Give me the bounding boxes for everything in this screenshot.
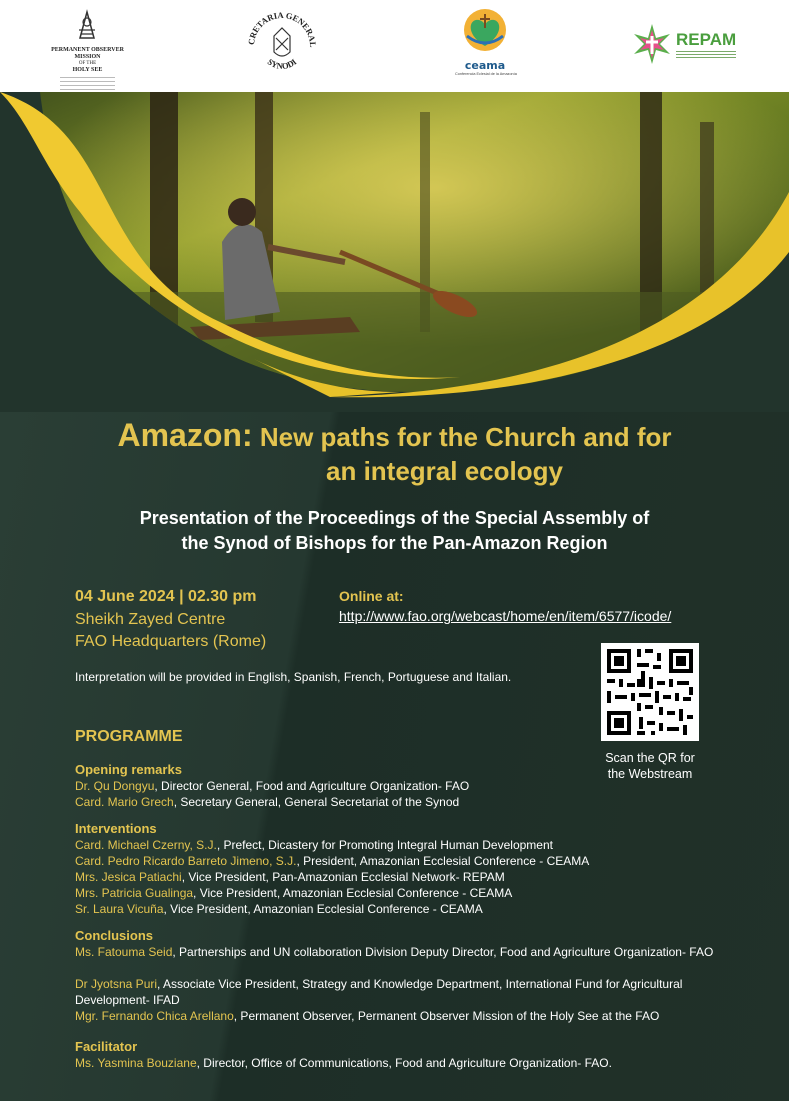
programme-item: Mgr. Fernando Chica Arellano, Permanent Observer, Permanent Observer Mission of the Holy See at the FAO [75,1009,660,1023]
programme-item: Ms. Fatouma Seid, Partnerships and UN collaboration Division Deputy Director, Food and Agriculture Organization- FAO [75,945,714,959]
repam-small-print [676,51,736,59]
subtitle-line1: Presentation of the Proceedings of the Special Assembly of [139,508,650,528]
qr-caption-line1: Scan the QR for [605,751,695,765]
papal-coat-of-arms-icon [45,8,130,42]
repam-star-icon [630,22,674,66]
programme-item: Mrs. Jesica Patiachi, Vice President, Pan-Amazonian Ecclesial Network- REPAM [75,870,505,884]
event-title [0,417,789,455]
repam-logo [630,22,740,68]
venue-line1: Sheikh Zayed Centre [75,611,226,628]
programme-item: Ms. Yasmina Bouziane, Director, Office of Communications, Food and Agriculture Organization- FAO. [75,1056,612,1070]
section-title-conclusions: Conclusions [75,928,154,943]
amazon-canoe-photo [0,92,789,412]
event-datetime: 04 June 2024 | 02.30 pm [75,588,257,605]
title-highlight: Amazon: [117,417,253,453]
venue-line2: FAO Headquarters (Rome) [75,633,267,650]
synod-bottom-text: SYNODI [265,56,299,72]
section-title-facilitator: Facilitator [75,1039,138,1054]
holy-see-small-print [60,77,115,91]
holy-see-line3: HOLY SEE [72,67,103,74]
programme-item: Card. Michael Czerny, S.J., Prefect, Dicastery for Promoting Integral Human Development [75,838,553,852]
holy-see-line1: PERMANENT OBSERVER MISSION [51,47,124,61]
programme-item: Dr Jyotsna Puri, Associate Vice President, Strategy and Knowledge Department, International Fund for Agricultural Development- IFAD [75,977,683,1007]
keys-emblem-icon [274,28,290,56]
holy-see-line2: OF THE [78,61,97,67]
holy-see-logo [45,8,130,86]
programme-item: Card. Pedro Ricardo Barreto Jimeno, S.J., President, Amazonian Ecclesial Conference - CEAMA [75,854,590,868]
ceama-tagline: Conferencia Eclesial de la Amazonía [455,72,517,76]
event-title-line2: an integral ecology [326,456,563,486]
programme-item: Sr. Laura Vicuña, Vice President, Amazonian Ecclesial Conference - CEAMA [75,902,483,916]
ceama-heart-icon [455,6,515,54]
ceama-name: ceama [464,59,506,72]
synod-logo [244,6,320,82]
synod-top-text: CRETARIA GENERAL [245,9,319,48]
programme-title: PROGRAMME [75,728,183,745]
section-title-interventions: Interventions [75,821,157,836]
online-label: Online at: [339,588,404,604]
logo-header [0,0,789,92]
programme-item: Card. Mario Grech, Secretary General, General Secretariat of the Synod [75,795,460,809]
webstream-qr-code[interactable] [601,643,699,741]
svg-text:SECRETARIA GENERALIS [244,6,318,48]
ceama-logo [455,6,515,86]
section-title-opening: Opening remarks [75,762,182,777]
webcast-link[interactable]: http://www.fao.org/webcast/home/en/item/6577/icode/ [339,608,672,624]
programme-item: Dr. Qu Dongyu, Director General, Food and Agriculture Organization- FAO [75,779,470,793]
qr-caption-line2: the Webstream [607,767,693,782]
programme-item: Mrs. Patricia Gualinga, Vice President, Amazonian Ecclesial Conference - CEAMA [75,886,513,900]
svg-text:SYNODI [266,56,299,71]
subtitle-line2: the Synod of Bishops for the Pan-Amazon Region [181,533,608,553]
repam-name: REPAM [676,30,737,49]
title-line1: New paths for the Church and for [259,422,672,452]
interpretation-note: Interpretation will be provided in English, Spanish, French, Portuguese and Italian. [75,670,512,684]
